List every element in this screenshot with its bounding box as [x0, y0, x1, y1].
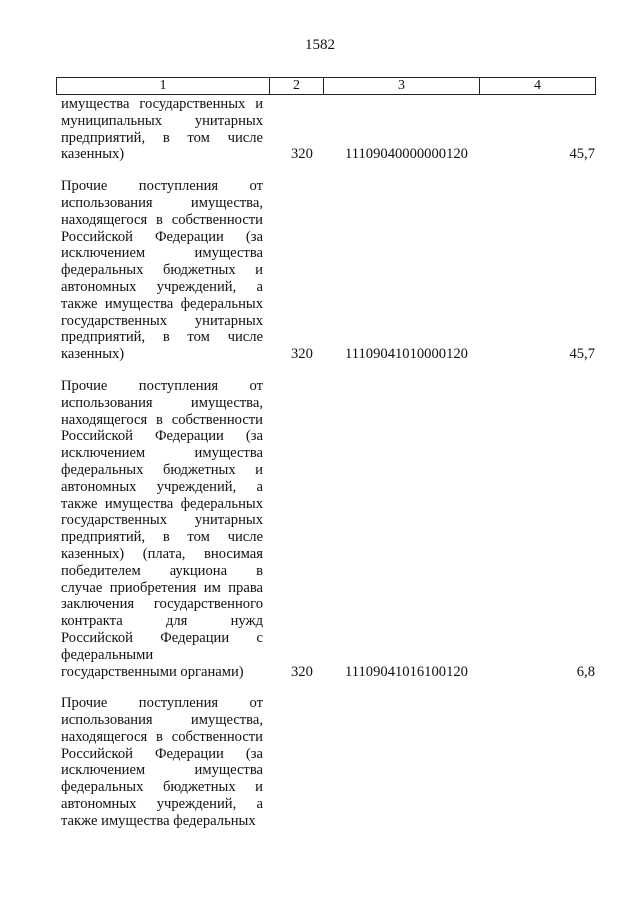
- row-kbk: 11109041016100120: [345, 663, 468, 680]
- description-line: предприятий, в том числе: [61, 529, 263, 546]
- description-line: Российской Федерации с: [61, 629, 263, 646]
- description-line: государственных унитарных: [61, 312, 263, 329]
- description-line: автономных учреждений, а: [61, 478, 263, 495]
- description-line: победителем аукциона в: [61, 562, 263, 579]
- column-header-2: 2: [270, 78, 324, 95]
- description-line: также имущества федеральных: [61, 495, 263, 512]
- description-line: контракта для нужд: [61, 613, 263, 630]
- description-line: также имущества федеральных: [61, 295, 263, 312]
- row-description: [61, 178, 263, 363]
- description-line: федеральными: [61, 646, 154, 663]
- description-line: казенных): [61, 146, 125, 163]
- description-line: федеральных бюджетных и: [61, 461, 263, 478]
- description-line: использования имущества,: [61, 194, 263, 211]
- description-line: находящегося в собственности: [61, 411, 263, 428]
- description-line: использования имущества,: [61, 712, 263, 729]
- description-line: автономных учреждений, а: [61, 796, 263, 813]
- description-line: использования имущества,: [61, 394, 263, 411]
- description-line: казенных): [61, 346, 125, 363]
- description-line: федеральных бюджетных и: [61, 779, 263, 796]
- row-amount: 45,7: [569, 146, 595, 163]
- row-code: 320: [291, 146, 313, 163]
- description-line: Российской Федерации (за: [61, 428, 263, 445]
- row-kbk: 11109041010000120: [345, 346, 468, 363]
- description-line: государственными органами): [61, 663, 244, 680]
- table-row: [0, 378, 640, 680]
- description-line: казенных) (плата, вносимая: [61, 545, 263, 562]
- column-header-4: 4: [480, 78, 596, 95]
- table-body: [0, 96, 640, 845]
- description-line: автономных учреждений, а: [61, 278, 263, 295]
- description-line: предприятий, в том числе: [61, 129, 263, 146]
- description-line: федеральных бюджетных и: [61, 262, 263, 279]
- column-header-3: 3: [324, 78, 480, 95]
- table-row: [0, 695, 640, 829]
- row-kbk: 11109040000000120: [345, 146, 468, 163]
- table-header: [56, 77, 596, 95]
- description-line: Российской Федерации (за: [61, 745, 263, 762]
- description-line: Прочие поступления от: [61, 377, 263, 394]
- row-code: 320: [291, 663, 313, 680]
- column-header-1: 1: [57, 78, 270, 95]
- description-line: Российской Федерации (за: [61, 228, 263, 245]
- table-row: [0, 178, 640, 363]
- description-line: находящегося в собственности: [61, 211, 263, 228]
- row-amount: 6,8: [576, 663, 595, 680]
- row-description: [61, 695, 263, 829]
- description-line: исключением имущества: [61, 445, 263, 462]
- description-line: муниципальных унитарных: [61, 112, 263, 129]
- description-line: Прочие поступления от: [61, 695, 263, 712]
- description-line: находящегося в собственности: [61, 728, 263, 745]
- row-description: [61, 378, 263, 680]
- row-amount: 45,7: [569, 346, 595, 363]
- description-line: также имущества федеральных: [61, 812, 256, 829]
- description-line: заключения государственного: [61, 596, 263, 613]
- table-row: [0, 96, 640, 163]
- description-line: предприятий, в том числе: [61, 329, 263, 346]
- row-code: 320: [291, 346, 313, 363]
- description-line: имущества государственных и: [61, 96, 263, 112]
- description-line: исключением имущества: [61, 245, 263, 262]
- description-line: исключением имущества: [61, 762, 263, 779]
- description-line: государственных унитарных: [61, 512, 263, 529]
- page-number: 1582: [305, 37, 335, 53]
- description-line: случае приобретения им права: [61, 579, 263, 596]
- description-line: Прочие поступления от: [61, 178, 263, 195]
- row-description: [61, 96, 263, 163]
